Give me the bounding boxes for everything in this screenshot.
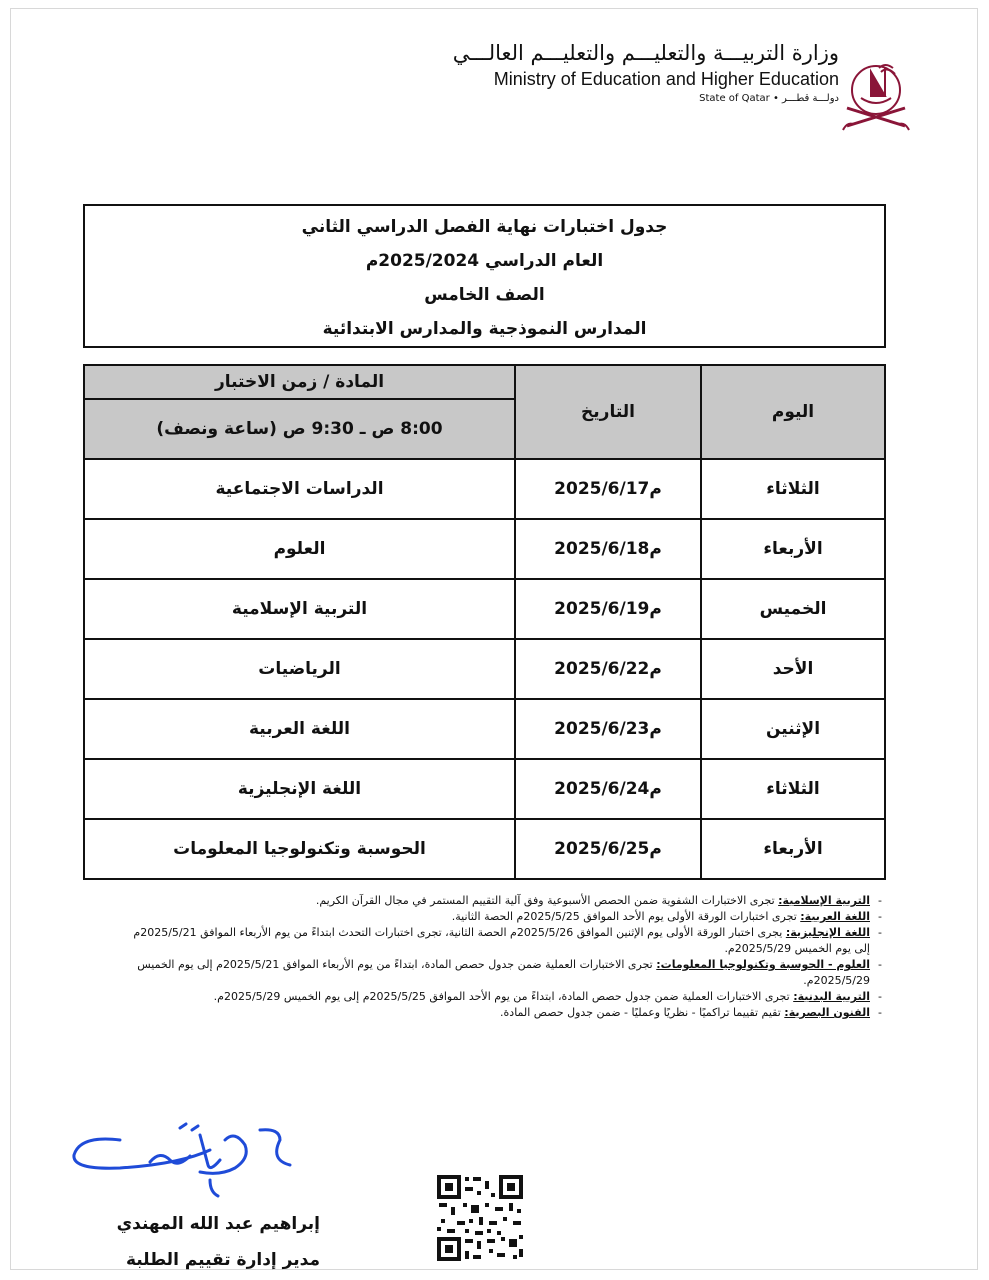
note-label: العلوم - الحوسبة وتكنولوجيا المعلومات: [656, 958, 870, 971]
note-label: التربية الإسلامية: [778, 894, 870, 907]
row-date: 2025/6/22م [515, 639, 701, 699]
note-text: تجرى الاختبارات العملية ضمن جدول حصص المادة، ابتداءً من يوم الأحد الموافق 2025/5/25م إلى يوم الخميس 2025/5/29م. [213, 990, 794, 1003]
header-date: التاريخ [515, 365, 701, 459]
note-label: الفنون البصرية: [784, 1006, 870, 1019]
schools-label: المدارس النموذجية والمدارس الابتدائية [322, 319, 647, 339]
note-label: التربية البدنية: [793, 990, 870, 1003]
row-date: 2025/6/24م [515, 759, 701, 819]
note-item [130, 957, 882, 989]
note-text: تجرى الاختبارات العملية ضمن جدول حصص المادة، ابتداءً من يوم الأربعاء الموافق 2025/5/21م إلى يوم الخميس 2025/5/29م. [137, 958, 870, 987]
row-date: 2025/6/18م [515, 519, 701, 579]
note-text: تجرى الاختبارات الشفوية ضمن الحصص الأسبوعية وفق آلية التقييم المستمر في مجال القرآن الكريم. [315, 894, 779, 907]
row-subject: الرياضيات [84, 639, 515, 699]
table-row [84, 699, 885, 759]
table-row [84, 759, 885, 819]
row-subject: اللغة الإنجليزية [84, 759, 515, 819]
row-day: الأحد [701, 639, 885, 699]
table-row [84, 579, 885, 639]
row-date: 2025/6/25م [515, 819, 701, 879]
note-item [130, 909, 882, 925]
note-item [130, 893, 882, 909]
handwritten-signature-icon [60, 1110, 300, 1205]
ministry-name-arabic: وزارة التربيـــة والتعليـــم والتعليـــم العالـــي [452, 41, 839, 65]
header-day: اليوم [701, 365, 885, 459]
qr-code-icon [435, 1173, 525, 1263]
table-row [84, 819, 885, 879]
row-day: الإثنين [701, 699, 885, 759]
row-day: الخميس [701, 579, 885, 639]
state-label: State of Qatar • دولـــة قطـــر [699, 93, 839, 104]
signatory-name: إبراهيم عبد الله المهندي [116, 1214, 320, 1234]
header-exam-time: 8:00 ص ـ 9:30 ص (ساعة ونصف) [84, 399, 515, 459]
row-subject: الحوسبة وتكنولوجيا المعلومات [84, 819, 515, 879]
note-item [130, 1005, 882, 1021]
note-text: تجرى اختبارات الورقة الأولى يوم الأحد الموافق 2025/5/25م الحصة الثانية. [451, 910, 801, 923]
grade-label: الصف الخامس [424, 285, 545, 305]
row-date: 2025/6/23م [515, 699, 701, 759]
academic-year: العام الدراسي 2025/2024م [365, 251, 604, 271]
table-row [84, 519, 885, 579]
row-date: 2025/6/19م [515, 579, 701, 639]
table-row [84, 639, 885, 699]
note-text: يجرى اختبار الورقة الأولى يوم الإثنين الموافق 2025/5/26م الحصة الثانية، تجرى اختبارات التحدث ابتداءً من يوم الأربعاء الموافق 2025/5/21م إلى يوم الخميس 2025/5/29م. [133, 926, 870, 955]
row-subject: التربية الإسلامية [84, 579, 515, 639]
row-subject: العلوم [84, 519, 515, 579]
note-item [130, 989, 882, 1005]
qatar-emblem-icon [841, 38, 911, 138]
row-day: الثلاثاء [701, 459, 885, 519]
note-text: تقيم تقييما تراكميًا - نظريًا وعمليًا - ضمن جدول حصص المادة. [500, 1006, 785, 1019]
signatory-title: مدير إدارة تقييم الطلبة [125, 1250, 320, 1270]
row-day: الأربعاء [701, 519, 885, 579]
exam-notes [130, 893, 882, 1021]
ministry-name-english: Ministry of Education and Higher Education [493, 69, 839, 89]
row-subject: اللغة العربية [84, 699, 515, 759]
header-subject: المادة / زمن الاختبار [84, 365, 515, 399]
row-day: الثلاثاء [701, 759, 885, 819]
note-item [130, 925, 882, 957]
exam-title: جدول اختبارات نهاية الفصل الدراسي الثاني [301, 217, 668, 237]
ministry-header [419, 38, 839, 108]
row-subject: الدراسات الاجتماعية [84, 459, 515, 519]
exam-title-box [83, 204, 886, 348]
table-row [84, 459, 885, 519]
exam-schedule-table [83, 364, 886, 880]
note-label: اللغة العربية: [800, 910, 870, 923]
note-label: اللغة الإنجليزية: [785, 926, 870, 939]
row-day: الأربعاء [701, 819, 885, 879]
row-date: 2025/6/17م [515, 459, 701, 519]
